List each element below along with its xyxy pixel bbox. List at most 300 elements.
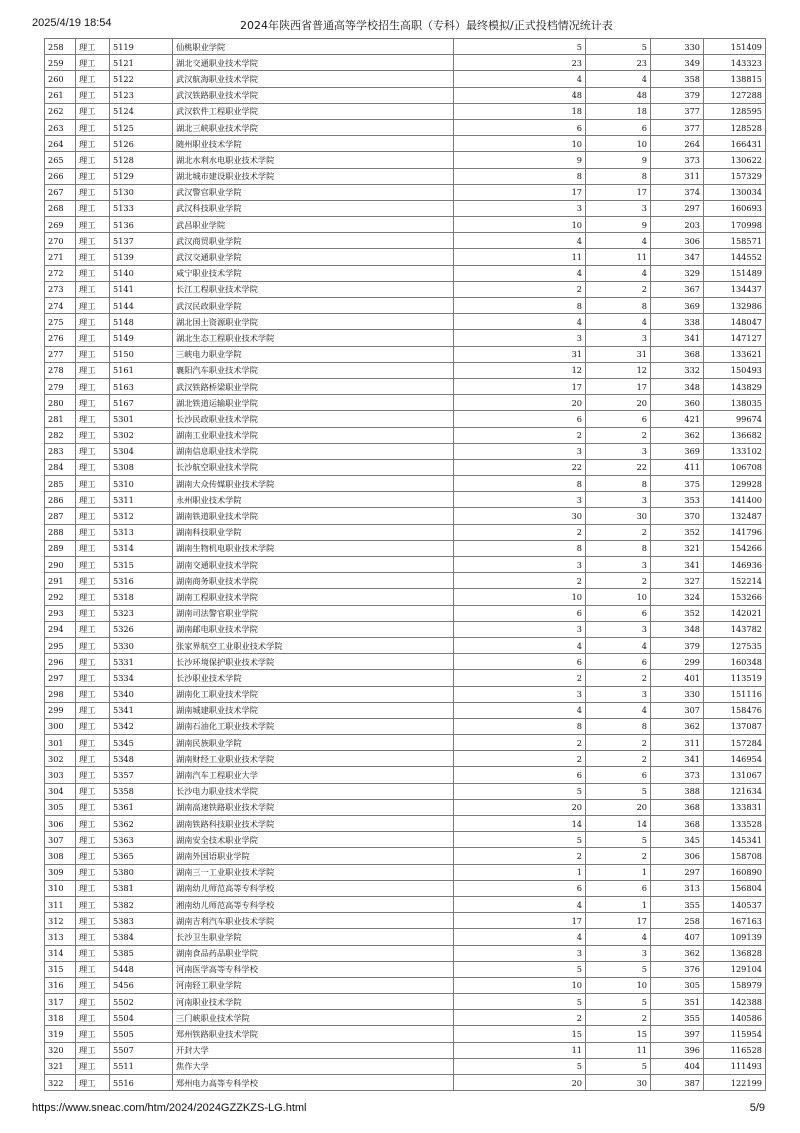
subject-category-cell: 理工 xyxy=(76,71,110,87)
plan-count-cell: 22 xyxy=(454,459,586,475)
subject-category-cell: 理工 xyxy=(76,233,110,249)
table-row xyxy=(45,71,766,87)
table-row xyxy=(45,832,766,848)
row-index-cell: 312 xyxy=(45,913,76,929)
plan-count-cell: 4 xyxy=(454,929,586,945)
page-footer xyxy=(0,1100,800,1120)
row-index-cell: 272 xyxy=(45,265,76,281)
subject-category-cell: 理工 xyxy=(76,298,110,314)
min-score-cell: 349 xyxy=(651,55,704,71)
admitted-count-cell: 4 xyxy=(586,265,651,281)
table-row xyxy=(45,184,766,200)
plan-count-cell: 4 xyxy=(454,265,586,281)
school-code-cell: 5516 xyxy=(110,1075,173,1091)
min-score-cell: 311 xyxy=(651,735,704,751)
min-rank-cell: 151409 xyxy=(704,39,766,55)
school-name-cell: 湖南信息职业技术学院 xyxy=(173,443,454,459)
plan-count-cell: 9 xyxy=(454,152,586,168)
table-row xyxy=(45,929,766,945)
min-rank-cell: 127535 xyxy=(704,637,766,653)
row-index-cell: 263 xyxy=(45,119,76,135)
school-name-cell: 长沙卫生职业学院 xyxy=(173,929,454,945)
plan-count-cell: 5 xyxy=(454,1058,586,1074)
source-url: https://www.sneac.com/htm/2024/2024GZZKZS-LG.html xyxy=(32,1102,307,1114)
admitted-count-cell: 48 xyxy=(586,87,651,103)
admitted-count-cell: 18 xyxy=(586,103,651,119)
admitted-count-cell: 2 xyxy=(586,848,651,864)
min-rank-cell: 113519 xyxy=(704,670,766,686)
plan-count-cell: 30 xyxy=(454,508,586,524)
school-code-cell: 5139 xyxy=(110,249,173,265)
school-code-cell: 5348 xyxy=(110,751,173,767)
min-score-cell: 355 xyxy=(651,896,704,912)
subject-category-cell: 理工 xyxy=(76,427,110,443)
school-name-cell: 湖南幼儿师范高等专科学校 xyxy=(173,880,454,896)
min-rank-cell: 136682 xyxy=(704,427,766,443)
school-name-cell: 湖南大众传媒职业技术学院 xyxy=(173,476,454,492)
min-rank-cell: 130034 xyxy=(704,184,766,200)
subject-category-cell: 理工 xyxy=(76,459,110,475)
admitted-count-cell: 22 xyxy=(586,459,651,475)
school-code-cell: 5334 xyxy=(110,670,173,686)
admitted-count-cell: 6 xyxy=(586,767,651,783)
school-code-cell: 5125 xyxy=(110,119,173,135)
min-score-cell: 341 xyxy=(651,751,704,767)
school-name-cell: 湖南交通职业技术学院 xyxy=(173,557,454,573)
school-code-cell: 5315 xyxy=(110,557,173,573)
admitted-count-cell: 8 xyxy=(586,168,651,184)
admitted-count-cell: 11 xyxy=(586,1042,651,1058)
row-index-cell: 282 xyxy=(45,427,76,443)
row-index-cell: 265 xyxy=(45,152,76,168)
min-rank-cell: 128595 xyxy=(704,103,766,119)
table-row xyxy=(45,265,766,281)
subject-category-cell: 理工 xyxy=(76,119,110,135)
school-name-cell: 湖南高速铁路职业技术学院 xyxy=(173,799,454,815)
subject-category-cell: 理工 xyxy=(76,816,110,832)
plan-count-cell: 2 xyxy=(454,751,586,767)
min-score-cell: 299 xyxy=(651,654,704,670)
row-index-cell: 276 xyxy=(45,330,76,346)
min-score-cell: 387 xyxy=(651,1075,704,1091)
min-rank-cell: 158476 xyxy=(704,702,766,718)
subject-category-cell: 理工 xyxy=(76,848,110,864)
min-score-cell: 373 xyxy=(651,767,704,783)
min-score-cell: 352 xyxy=(651,524,704,540)
table-row xyxy=(45,654,766,670)
plan-count-cell: 17 xyxy=(454,184,586,200)
school-name-cell: 湖北铁道运输职业学院 xyxy=(173,395,454,411)
plan-count-cell: 5 xyxy=(454,783,586,799)
row-index-cell: 281 xyxy=(45,411,76,427)
admitted-count-cell: 10 xyxy=(586,136,651,152)
school-code-cell: 5340 xyxy=(110,686,173,702)
school-name-cell: 湖南邮电职业技术学院 xyxy=(173,621,454,637)
row-index-cell: 268 xyxy=(45,200,76,216)
subject-category-cell: 理工 xyxy=(76,265,110,281)
subject-category-cell: 理工 xyxy=(76,443,110,459)
subject-category-cell: 理工 xyxy=(76,330,110,346)
admitted-count-cell: 5 xyxy=(586,1058,651,1074)
min-score-cell: 362 xyxy=(651,427,704,443)
subject-category-cell: 理工 xyxy=(76,654,110,670)
table-row xyxy=(45,330,766,346)
school-code-cell: 5302 xyxy=(110,427,173,443)
plan-count-cell: 6 xyxy=(454,767,586,783)
row-index-cell: 284 xyxy=(45,459,76,475)
plan-count-cell: 6 xyxy=(454,119,586,135)
school-name-cell: 河南医学高等专科学校 xyxy=(173,961,454,977)
min-score-cell: 338 xyxy=(651,314,704,330)
school-name-cell: 湖南财经工业职业技术学院 xyxy=(173,751,454,767)
school-name-cell: 咸宁职业技术学院 xyxy=(173,265,454,281)
school-code-cell: 5382 xyxy=(110,896,173,912)
min-score-cell: 368 xyxy=(651,346,704,362)
school-code-cell: 5504 xyxy=(110,1010,173,1026)
subject-category-cell: 理工 xyxy=(76,168,110,184)
subject-category-cell: 理工 xyxy=(76,864,110,880)
admitted-count-cell: 2 xyxy=(586,1010,651,1026)
subject-category-cell: 理工 xyxy=(76,670,110,686)
table-row xyxy=(45,395,766,411)
min-rank-cell: 145341 xyxy=(704,832,766,848)
school-name-cell: 湖南化工职业技术学院 xyxy=(173,686,454,702)
school-code-cell: 5448 xyxy=(110,961,173,977)
plan-count-cell: 8 xyxy=(454,168,586,184)
min-score-cell: 360 xyxy=(651,395,704,411)
row-index-cell: 262 xyxy=(45,103,76,119)
school-code-cell: 5505 xyxy=(110,1026,173,1042)
subject-category-cell: 理工 xyxy=(76,508,110,524)
min-score-cell: 341 xyxy=(651,330,704,346)
row-index-cell: 309 xyxy=(45,864,76,880)
school-name-cell: 湖南司法警官职业学院 xyxy=(173,605,454,621)
row-index-cell: 296 xyxy=(45,654,76,670)
plan-count-cell: 6 xyxy=(454,880,586,896)
school-code-cell: 5136 xyxy=(110,217,173,233)
min-score-cell: 353 xyxy=(651,492,704,508)
row-index-cell: 311 xyxy=(45,896,76,912)
admission-statistics-table xyxy=(44,38,766,1091)
min-score-cell: 327 xyxy=(651,573,704,589)
table-row xyxy=(45,427,766,443)
table-row xyxy=(45,346,766,362)
plan-count-cell: 5 xyxy=(454,961,586,977)
min-rank-cell: 115954 xyxy=(704,1026,766,1042)
school-name-cell: 长江工程职业技术学院 xyxy=(173,281,454,297)
school-name-cell: 长沙航空职业技术学院 xyxy=(173,459,454,475)
min-rank-cell: 146954 xyxy=(704,751,766,767)
table-row xyxy=(45,168,766,184)
table-body xyxy=(45,39,766,1091)
row-index-cell: 301 xyxy=(45,735,76,751)
admitted-count-cell: 10 xyxy=(586,589,651,605)
subject-category-cell: 理工 xyxy=(76,896,110,912)
min-rank-cell: 121634 xyxy=(704,783,766,799)
school-code-cell: 5363 xyxy=(110,832,173,848)
subject-category-cell: 理工 xyxy=(76,573,110,589)
admitted-count-cell: 11 xyxy=(586,249,651,265)
min-score-cell: 330 xyxy=(651,39,704,55)
min-rank-cell: 140586 xyxy=(704,1010,766,1026)
school-name-cell: 湖南铁道职业技术学院 xyxy=(173,508,454,524)
subject-category-cell: 理工 xyxy=(76,103,110,119)
min-rank-cell: 150493 xyxy=(704,362,766,378)
table-row xyxy=(45,119,766,135)
plan-count-cell: 8 xyxy=(454,540,586,556)
plan-count-cell: 4 xyxy=(454,233,586,249)
subject-category-cell: 理工 xyxy=(76,55,110,71)
row-index-cell: 287 xyxy=(45,508,76,524)
school-name-cell: 张家界航空工业职业技术学院 xyxy=(173,637,454,653)
table-row xyxy=(45,508,766,524)
school-name-cell: 三门峡职业技术学院 xyxy=(173,1010,454,1026)
min-rank-cell: 152214 xyxy=(704,573,766,589)
min-rank-cell: 129928 xyxy=(704,476,766,492)
table-row xyxy=(45,994,766,1010)
min-score-cell: 355 xyxy=(651,1010,704,1026)
row-index-cell: 294 xyxy=(45,621,76,637)
school-code-cell: 5316 xyxy=(110,573,173,589)
table-row xyxy=(45,1058,766,1074)
plan-count-cell: 4 xyxy=(454,896,586,912)
subject-category-cell: 理工 xyxy=(76,152,110,168)
subject-category-cell: 理工 xyxy=(76,411,110,427)
table-row xyxy=(45,605,766,621)
subject-category-cell: 理工 xyxy=(76,1075,110,1091)
row-index-cell: 258 xyxy=(45,39,76,55)
school-code-cell: 5124 xyxy=(110,103,173,119)
min-rank-cell: 160693 xyxy=(704,200,766,216)
admitted-count-cell: 20 xyxy=(586,799,651,815)
admitted-count-cell: 17 xyxy=(586,913,651,929)
school-code-cell: 5312 xyxy=(110,508,173,524)
plan-count-cell: 48 xyxy=(454,87,586,103)
admitted-count-cell: 2 xyxy=(586,670,651,686)
subject-category-cell: 理工 xyxy=(76,929,110,945)
min-score-cell: 348 xyxy=(651,378,704,394)
plan-count-cell: 1 xyxy=(454,864,586,880)
min-score-cell: 351 xyxy=(651,994,704,1010)
plan-count-cell: 10 xyxy=(454,589,586,605)
school-name-cell: 湖南生物机电职业技术学院 xyxy=(173,540,454,556)
plan-count-cell: 6 xyxy=(454,605,586,621)
admitted-count-cell: 5 xyxy=(586,832,651,848)
min-score-cell: 313 xyxy=(651,880,704,896)
school-name-cell: 武汉铁路职业技术学院 xyxy=(173,87,454,103)
admitted-count-cell: 3 xyxy=(586,557,651,573)
min-rank-cell: 138815 xyxy=(704,71,766,87)
admitted-count-cell: 5 xyxy=(586,39,651,55)
row-index-cell: 299 xyxy=(45,702,76,718)
min-rank-cell: 144552 xyxy=(704,249,766,265)
min-rank-cell: 122199 xyxy=(704,1075,766,1091)
table-row xyxy=(45,913,766,929)
school-name-cell: 三峡电力职业学院 xyxy=(173,346,454,362)
table-row xyxy=(45,977,766,993)
row-index-cell: 310 xyxy=(45,880,76,896)
min-rank-cell: 133831 xyxy=(704,799,766,815)
table-row xyxy=(45,557,766,573)
min-rank-cell: 130622 xyxy=(704,152,766,168)
row-index-cell: 295 xyxy=(45,637,76,653)
school-name-cell: 湖南食品药品职业学院 xyxy=(173,945,454,961)
subject-category-cell: 理工 xyxy=(76,281,110,297)
school-name-cell: 襄阳汽车职业技术学院 xyxy=(173,362,454,378)
min-score-cell: 377 xyxy=(651,119,704,135)
school-name-cell: 河南轻工职业学院 xyxy=(173,977,454,993)
min-rank-cell: 143829 xyxy=(704,378,766,394)
min-score-cell: 369 xyxy=(651,298,704,314)
admitted-count-cell: 8 xyxy=(586,718,651,734)
table-row xyxy=(45,1026,766,1042)
table-row xyxy=(45,492,766,508)
admitted-count-cell: 2 xyxy=(586,524,651,540)
table-row xyxy=(45,718,766,734)
school-code-cell: 5140 xyxy=(110,265,173,281)
subject-category-cell: 理工 xyxy=(76,314,110,330)
school-code-cell: 5365 xyxy=(110,848,173,864)
plan-count-cell: 5 xyxy=(454,994,586,1010)
min-score-cell: 376 xyxy=(651,961,704,977)
table-row xyxy=(45,233,766,249)
admitted-count-cell: 2 xyxy=(586,751,651,767)
table-row xyxy=(45,249,766,265)
school-code-cell: 5161 xyxy=(110,362,173,378)
school-code-cell: 5130 xyxy=(110,184,173,200)
subject-category-cell: 理工 xyxy=(76,540,110,556)
school-code-cell: 5123 xyxy=(110,87,173,103)
school-code-cell: 5144 xyxy=(110,298,173,314)
table-row xyxy=(45,411,766,427)
table-row xyxy=(45,1075,766,1091)
table-row xyxy=(45,1010,766,1026)
school-code-cell: 5149 xyxy=(110,330,173,346)
subject-category-cell: 理工 xyxy=(76,832,110,848)
row-index-cell: 316 xyxy=(45,977,76,993)
school-name-cell: 湖南城建职业技术学院 xyxy=(173,702,454,718)
min-score-cell: 305 xyxy=(651,977,704,993)
school-code-cell: 5121 xyxy=(110,55,173,71)
school-name-cell: 焦作大学 xyxy=(173,1058,454,1074)
min-score-cell: 407 xyxy=(651,929,704,945)
admitted-count-cell: 20 xyxy=(586,395,651,411)
row-index-cell: 298 xyxy=(45,686,76,702)
min-score-cell: 362 xyxy=(651,945,704,961)
school-name-cell: 永州职业技术学院 xyxy=(173,492,454,508)
min-score-cell: 297 xyxy=(651,864,704,880)
school-name-cell: 武汉铁路桥梁职业学院 xyxy=(173,378,454,394)
subject-category-cell: 理工 xyxy=(76,87,110,103)
subject-category-cell: 理工 xyxy=(76,961,110,977)
row-index-cell: 303 xyxy=(45,767,76,783)
subject-category-cell: 理工 xyxy=(76,783,110,799)
school-name-cell: 武汉交通职业学院 xyxy=(173,249,454,265)
row-index-cell: 267 xyxy=(45,184,76,200)
plan-count-cell: 17 xyxy=(454,378,586,394)
table-row xyxy=(45,476,766,492)
school-name-cell: 湖北生态工程职业技术学院 xyxy=(173,330,454,346)
admitted-count-cell: 2 xyxy=(586,573,651,589)
table-row xyxy=(45,621,766,637)
plan-count-cell: 3 xyxy=(454,621,586,637)
school-name-cell: 郑州电力高等专科学校 xyxy=(173,1075,454,1091)
subject-category-cell: 理工 xyxy=(76,589,110,605)
admitted-count-cell: 3 xyxy=(586,200,651,216)
school-name-cell: 湖北交通职业技术学院 xyxy=(173,55,454,71)
admitted-count-cell: 30 xyxy=(586,508,651,524)
school-name-cell: 湖南民族职业学院 xyxy=(173,735,454,751)
admitted-count-cell: 10 xyxy=(586,977,651,993)
row-index-cell: 313 xyxy=(45,929,76,945)
plan-count-cell: 31 xyxy=(454,346,586,362)
min-rank-cell: 136828 xyxy=(704,945,766,961)
school-code-cell: 5163 xyxy=(110,378,173,394)
row-index-cell: 269 xyxy=(45,217,76,233)
table-row xyxy=(45,1042,766,1058)
table-row xyxy=(45,864,766,880)
min-score-cell: 379 xyxy=(651,87,704,103)
min-rank-cell: 151489 xyxy=(704,265,766,281)
subject-category-cell: 理工 xyxy=(76,605,110,621)
min-rank-cell: 133528 xyxy=(704,816,766,832)
school-code-cell: 5342 xyxy=(110,718,173,734)
table-row xyxy=(45,783,766,799)
table-row xyxy=(45,637,766,653)
admitted-count-cell: 1 xyxy=(586,864,651,880)
table-row xyxy=(45,103,766,119)
admitted-count-cell: 6 xyxy=(586,880,651,896)
school-name-cell: 武昌职业学院 xyxy=(173,217,454,233)
subject-category-cell: 理工 xyxy=(76,637,110,653)
row-index-cell: 291 xyxy=(45,573,76,589)
school-name-cell: 长沙职业技术学院 xyxy=(173,670,454,686)
admitted-count-cell: 6 xyxy=(586,654,651,670)
table-row xyxy=(45,767,766,783)
school-name-cell: 湖北城市建设职业技术学院 xyxy=(173,168,454,184)
min-score-cell: 358 xyxy=(651,71,704,87)
school-name-cell: 武汉软件工程职业学院 xyxy=(173,103,454,119)
min-rank-cell: 99674 xyxy=(704,411,766,427)
admitted-count-cell: 3 xyxy=(586,492,651,508)
subject-category-cell: 理工 xyxy=(76,346,110,362)
school-code-cell: 5357 xyxy=(110,767,173,783)
min-score-cell: 324 xyxy=(651,589,704,605)
row-index-cell: 304 xyxy=(45,783,76,799)
school-code-cell: 5119 xyxy=(110,39,173,55)
min-rank-cell: 154266 xyxy=(704,540,766,556)
min-rank-cell: 142021 xyxy=(704,605,766,621)
school-name-cell: 湖南商务职业技术学院 xyxy=(173,573,454,589)
school-code-cell: 5310 xyxy=(110,476,173,492)
subject-category-cell: 理工 xyxy=(76,621,110,637)
min-rank-cell: 133621 xyxy=(704,346,766,362)
min-score-cell: 362 xyxy=(651,718,704,734)
min-score-cell: 258 xyxy=(651,913,704,929)
min-score-cell: 330 xyxy=(651,686,704,702)
row-index-cell: 270 xyxy=(45,233,76,249)
school-name-cell: 湖北水利水电职业技术学院 xyxy=(173,152,454,168)
school-code-cell: 5323 xyxy=(110,605,173,621)
table-row xyxy=(45,702,766,718)
row-index-cell: 306 xyxy=(45,816,76,832)
school-code-cell: 5148 xyxy=(110,314,173,330)
min-score-cell: 369 xyxy=(651,443,704,459)
row-index-cell: 261 xyxy=(45,87,76,103)
subject-category-cell: 理工 xyxy=(76,1010,110,1026)
plan-count-cell: 2 xyxy=(454,1010,586,1026)
admitted-count-cell: 6 xyxy=(586,119,651,135)
